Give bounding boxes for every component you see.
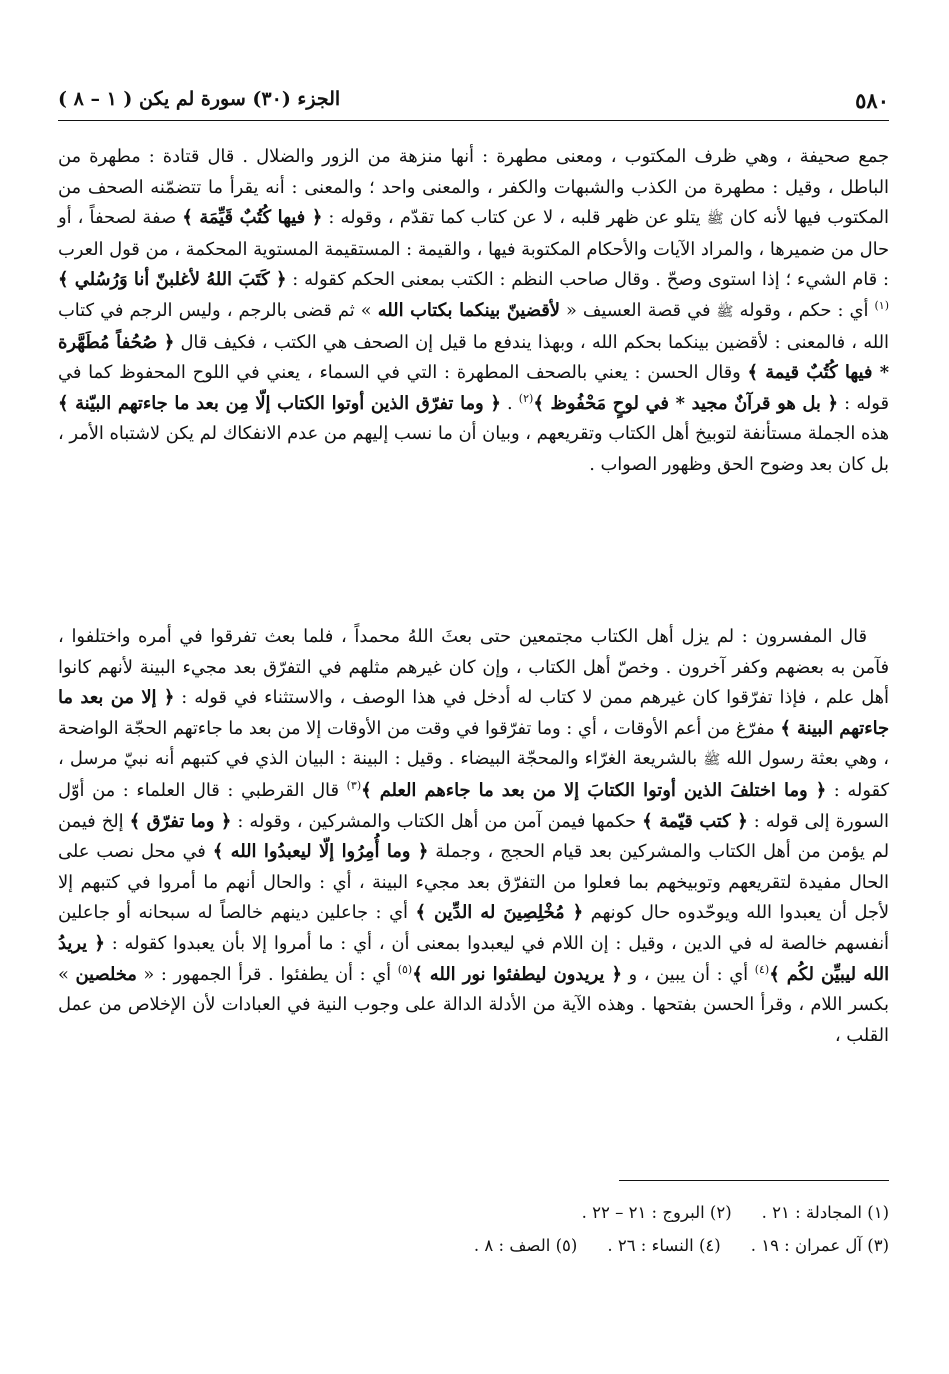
text-run: أي : حكم ، وقوله [733, 299, 875, 321]
footnote-ref: (١) [874, 299, 889, 313]
quran-quote: ﴿ مُخْلِصِينَ له الدِّين ﴾ [415, 902, 584, 924]
paragraph-1-text [58, 142, 889, 481]
quran-quote: ﴿ فيها كُتُبٌ قَيِّمَة ﴾ [182, 207, 323, 229]
text-run: في قصة العسيف « [559, 299, 717, 321]
text-run: قال القرطبي : قال العلماء : من أوّل السورة إلى قوله : [58, 779, 889, 832]
text-run: أي : أن يبين ، و [621, 963, 755, 985]
quran-quote: ﴿ يريدُ الله ليبيِّن لكُم ﴾ [58, 932, 890, 985]
text-run: وقال الحسن : يعني بالصحف المطهرة : التي في السماء ، يعني في اللوح المحفوظ كما في قوله : [58, 362, 889, 414]
footnote-ref: (٥) [397, 962, 413, 976]
footnote-ref: (٢) [518, 391, 534, 405]
text-run: . [500, 392, 519, 414]
text-run: قال المفسرون : لم يزل أهل الكتاب مجتمعين حتى بعثَ اللهُ محمداً ، فلما بعث تفرقوا في أمره واختلفوا ، فآمن به بعضهم وكفر آخرون . وخصّ أهل الكتاب ، وإن كان غيرهم مثلهم في التفرّق بعد مجيء البينة لأنهم كانوا أهل علم ، فإذا تفرّقوا كان غيرهم ممن لا كتاب له أدخل في هذا الوصف ، والاستثناء في قوله : [58, 626, 889, 709]
text-run: مفرّغ من أعم الأوقات ، أي : وما تفرّقوا في وقت من الأوقات إلا من بعد ما جاءتهم الحجّة الواضحة ، وهي بعثة رسول الله [58, 717, 889, 770]
text-run: أي : أن يطفئوا . قرأ الجمهور : « [136, 963, 398, 985]
quran-quote: ﴿ وما اختلفَ الذين أوتوا الكتابَ إلا من بعد ما جاءهم العلم ﴾ [361, 779, 827, 801]
quran-quote: ﴿ يريدون ليطفئوا نور الله ﴾ [412, 963, 622, 985]
footnotes [300, 1196, 889, 1262]
honorific: ﷺ [706, 211, 724, 228]
quran-quote: مخلصين [75, 963, 137, 985]
quran-quote: ﴿ وما تفرّق الذين أوتوا الكتاب إلّا مِن بعد ما جاءتهم البيّنة ﴾ [58, 392, 501, 414]
quran-quote: ﴿ كَتَبَ اللهُ لأغلبنّ أنا وَرُسُلي ﴾ [58, 269, 287, 291]
quran-quote: ﴿ صُحُفاً مُطَهَّرة * فيها كُتُبٌ قيمة ﴾ [58, 331, 890, 384]
text-run: » ثم قضى بالرجم ، وليس الرجم في كتاب الله ، فالمعنى : لأقضين بينكما بحكم الله ، وبهذا يندفع ما قيل إن الصحف هي الكتب ، فكيف قال [58, 299, 889, 353]
footnote-ref: (٤) [754, 962, 770, 976]
text-run: بالشريعة الغرّاء والمحجّة البيضاء . وقيل : البينة : البيان الذي في كتبهم أنه نبيّ مرسل ، كقوله : [58, 748, 889, 801]
paragraph-2-text [58, 622, 889, 1051]
paragraph-2 [58, 622, 889, 1051]
text-run: يتلو عن ظهر قلبه ، لا عن كتاب كما تقدّم ، وقوله : [322, 207, 707, 229]
text-run: جمع صحيفة ، وهي ظرف المكتوب ، ومعنى مطهرة : أنها منزهة من الزور والضلال . قال قتادة : مطهرة من الباطل ، وقيل : مطهرة من الكذب والشبهات والكفر ، والمعنى واحد ؛ والمعنى : أنه يقرأ ما تتضمّنه الصحف من المكتوب فيها لأنه كان [58, 146, 889, 229]
text-run: أي : جاعلين دينهم خالصاً له سبحانه أو جاعلين أنفسهم خالصة له في الدين ، وقيل : إن اللام في ليعبدوا بمعنى أن ، أي : ما أمروا إلا بأن يعبدوا كقوله : [58, 902, 889, 954]
footnote-line-1 [300, 1196, 889, 1229]
page-number: ٥٨٠ [855, 88, 889, 113]
quran-quote: لأقضينّ بينكما بكتاب الله [377, 299, 560, 321]
quran-quote: ﴿ بل هو قرآنٌ مجيد * في لوحٍ مَحْفُوظ ﴾ [533, 392, 838, 414]
footnote-entry: (٣) آل عمران : ١٩ . [750, 1236, 889, 1255]
text-run: » بكسر اللام ، وقرأ الحسن بفتحها . وهذه الآية من الأدلة الدالة على وجوب النية في العبادات لأن الإخلاص من عمل القلب ، [58, 963, 889, 1046]
paragraph-1 [58, 142, 889, 481]
text-run: صفة لصحفاً ، أو حال من ضميرها ، والمراد الآيات والأحكام المكتوبة فيها ، والقيمة : المستقيمة المستوية المحكمة ، من قول العرب : قام الشيء ؛ إذا استوى وصحّ . وقال صاحب النظم : الكتب بمعنى الحكم كقوله : [58, 207, 889, 291]
text-run: في محل نصب على الحال مفيدة لتقريعهم وتوبيخهم بما فعلوا من التفرّق بعد مجيء البينة ، أي : والحال أنهم ما أمروا في كتبهم إلا لأجل أن يعبدوا الله ويوحّدوه حال كونهم [58, 841, 890, 924]
quran-quote: ﴿ وما تفرّق ﴾ [129, 810, 232, 832]
footnote-entry: (٥) الصف : ٨ . [473, 1236, 578, 1255]
page-header [58, 84, 889, 121]
honorific: ﷺ [716, 303, 734, 320]
text-run: إلخ فيمن لم يؤمن من أهل الكتاب والمشركين بعد قيام الحجج ، وجملة [58, 810, 890, 863]
text-run: هذه الجملة مستأنفة لتوبيخ أهل الكتاب وتقريعهم ، وبيان أن ما نسب إليهم من عدم الانفكاك لم يكن لاشتباه الأمر ، بل كان بعد وضوح الحق وظهور الصواب . [58, 423, 889, 475]
honorific: ﷺ [703, 752, 721, 769]
quran-quote: ﴿ وما أُمِرُوا إلّا ليعبدُوا الله ﴾ [212, 841, 429, 863]
text-run: حكمها فيمن آمن من أهل الكتاب والمشركين ، وقوله : [231, 810, 643, 832]
footnote-entry: (٢) البروج : ٢١ – ٢٢ . [581, 1203, 732, 1222]
footnote-entry: (١) المجادلة : ٢١ . [761, 1203, 889, 1222]
quran-quote: ﴿ كتب قيّمة ﴾ [642, 810, 748, 832]
footnote-entry: (٤) النساء : ٢٦ . [607, 1236, 721, 1255]
quran-quote: ﴿ إلا من بعد ما جاءتهم البينة ﴾ [58, 687, 889, 739]
footnote-divider [619, 1180, 889, 1181]
footnote-ref: (٣) [346, 779, 362, 793]
running-head: الجزء (٣٠) سورة لم يكن ( ١ – ٨ ) [58, 88, 341, 110]
footnote-line-2 [300, 1229, 889, 1262]
